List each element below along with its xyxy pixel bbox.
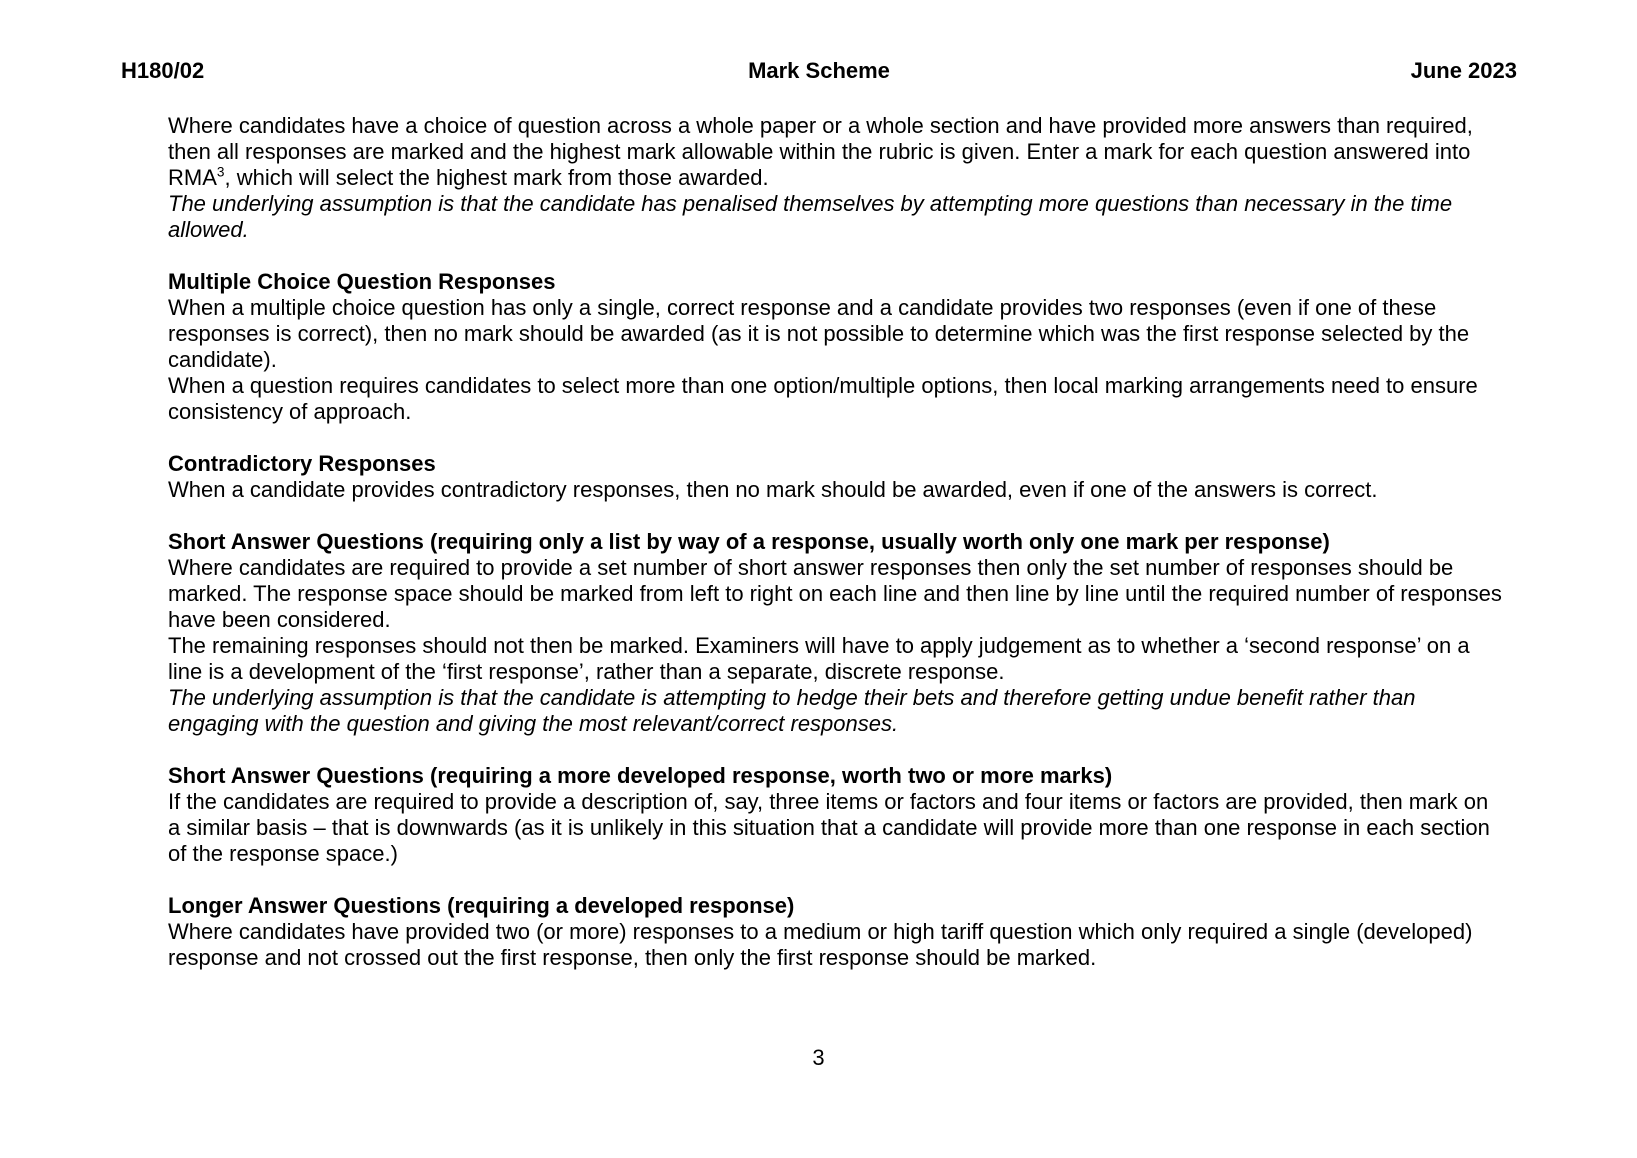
paper-code: H180/02 [121, 58, 205, 83]
paragraph [168, 633, 1505, 685]
text-run: If the candidates are required to provide a description of, say, three items or factors and four items or factors are provided, then mark on a similar basis – that is downwards (as it is unlikely in this situation that a candidate will provide more than one response in each section of the response space.) [168, 789, 1490, 866]
document-footer [0, 1045, 1637, 1071]
section-heading: Contradictory Responses [168, 451, 436, 476]
document-section [168, 893, 1505, 971]
page-number: 3 [812, 1045, 825, 1070]
document-section [168, 763, 1505, 867]
section-heading: Multiple Choice Question Responses [168, 269, 556, 294]
session-date: June 2023 [1410, 58, 1517, 83]
text-run: Where candidates have a choice of question across a whole paper or a whole section and have provided more answers than required, then all responses are marked and the highest mark allowable within the rubric is given. Enter a mark for each question answered into RMA [168, 113, 1473, 190]
paragraph [168, 113, 1505, 191]
document-header [121, 58, 1517, 84]
text-run: The underlying assumption is that the candidate has penalised themselves by attempting more questions than necessary in the time allowed. [168, 191, 1453, 242]
text-run: Where candidates are required to provide a set number of short answer responses then only the set number of responses should be marked. The response space should be marked from left to right on each line and then line by line until the required number of responses have been considered. [168, 555, 1502, 632]
document-body [168, 113, 1505, 971]
text-run: Where candidates have provided two (or more) responses to a medium or high tariff question which only required a single (developed) response and not crossed out the first response, then only the first response should be marked. [168, 919, 1473, 970]
paragraph [168, 919, 1505, 971]
section-heading: Short Answer Questions (requiring a more developed response, worth two or more marks) [168, 763, 1113, 788]
paragraph [168, 373, 1505, 425]
text-run: When a question requires candidates to select more than one option/multiple options, then local marking arrangements need to ensure consistency of approach. [168, 373, 1478, 424]
paragraph [168, 789, 1505, 867]
paragraph [168, 685, 1505, 737]
paragraph [168, 555, 1505, 633]
text-run: The underlying assumption is that the candidate is attempting to hedge their bets and therefore getting undue benefit rather than engaging with the question and giving the most relevant/correct responses. [168, 685, 1416, 736]
section-heading: Short Answer Questions (requiring only a list by way of a response, usually worth only one mark per response) [168, 529, 1330, 554]
text-run: When a candidate provides contradictory responses, then no mark should be awarded, even if one of the answers is correct. [168, 477, 1378, 502]
document-section [168, 269, 1505, 425]
text-run: When a multiple choice question has only a single, correct response and a candidate provides two responses (even if one of these responses is correct), then no mark should be awarded (as it is not possible to determine which was the first response selected by the candidate). [168, 295, 1470, 372]
superscript: 3 [216, 164, 225, 180]
section-heading: Longer Answer Questions (requiring a developed response) [168, 893, 795, 918]
text-run: , which will select the highest mark from those awarded. [224, 165, 769, 190]
text-run: The remaining responses should not then be marked. Examiners will have to apply judgement as to whether a ‘second response’ on a line is a development of the ‘first response’, rather than a separate, discrete response. [168, 633, 1470, 684]
paragraph [168, 191, 1505, 243]
paragraph [168, 295, 1505, 373]
document-section [168, 529, 1505, 737]
document-section [168, 451, 1505, 503]
document-section [168, 113, 1505, 243]
paragraph [168, 477, 1505, 503]
document-title: Mark Scheme [748, 58, 890, 83]
